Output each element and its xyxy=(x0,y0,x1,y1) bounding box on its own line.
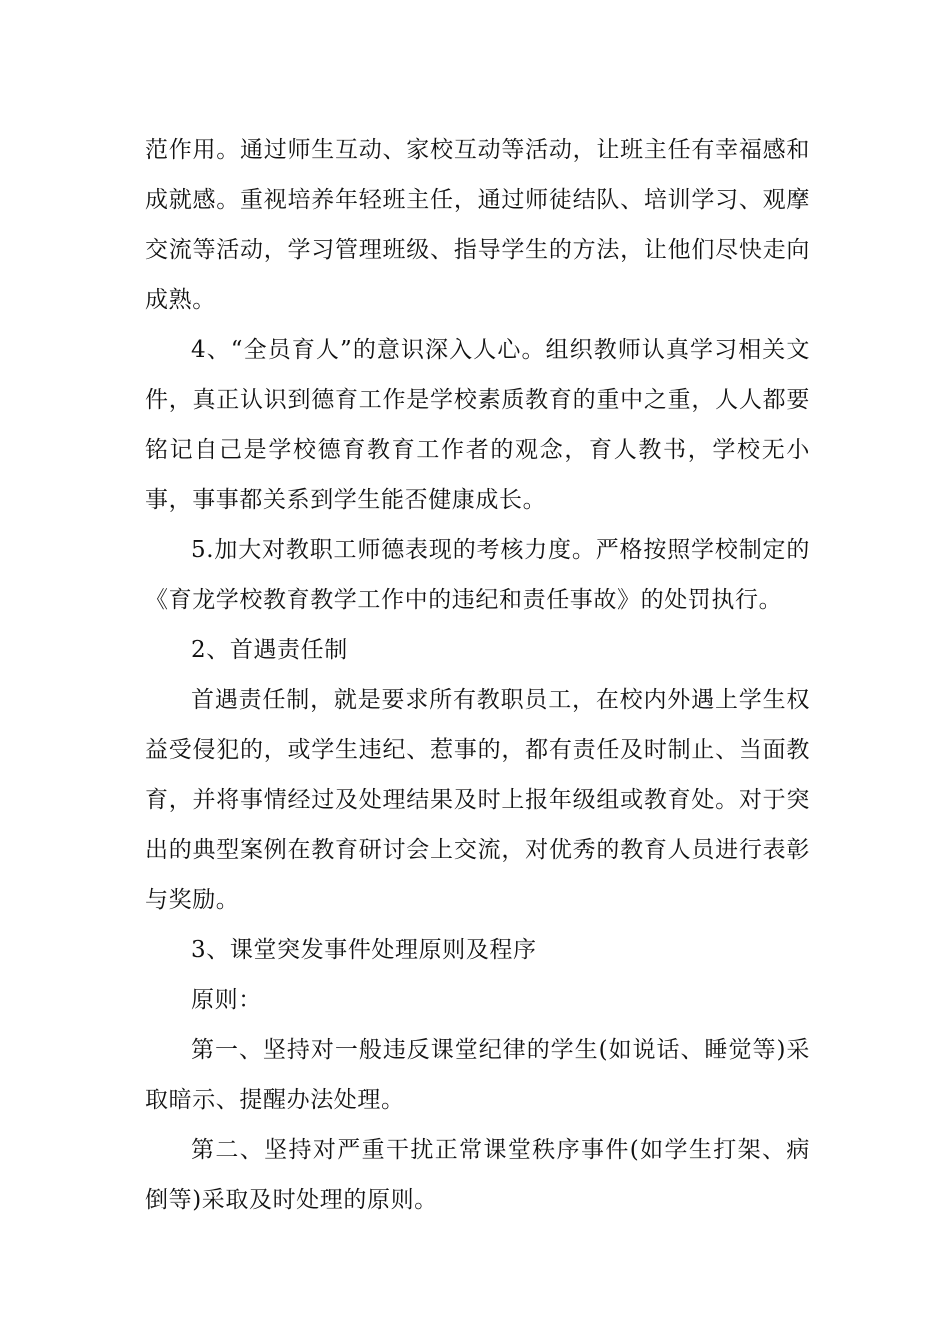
section-heading-classroom-emergency: 3、课堂突发事件处理原则及程序 xyxy=(191,937,537,963)
principle-second: 第二、坚持对严重干扰正常课堂秩序事件(如学生打架、病倒等)采取及时处理的原则。 xyxy=(145,1137,810,1213)
section-heading-first-encounter: 2、首遇责任制 xyxy=(191,637,348,663)
paragraph-continuation: 范作用。通过师生互动、家校互动等活动，让班主任有幸福感和成就感。重视培养年轻班主任，通过师徒结队、培训学习、观摩交流等活动，学习管理班级、指导学生的方法，让他们尽快走向成熟。 xyxy=(145,137,810,313)
paragraph-item-4: 4、“全员育人”的意识深入人心。组织教师认真学习相关文件，真正认识到德育工作是学校素质教育的重中之重，人人都要铭记自己是学校德育教育工作者的观念，育人教书，学校无小事，事事都关系到学生能否健康成长。 xyxy=(145,337,810,513)
paragraph-first-encounter: 首遇责任制，就是要求所有教职员工，在校内外遇上学生权益受侵犯的，或学生违纪、惹事的，都有责任及时制止、当面教育，并将事情经过及处理结果及时上报年级组或教育处。对于突出的典型案例在教育研讨会上交流，对优秀的教育人员进行表彰与奖励。 xyxy=(145,687,810,913)
document-body xyxy=(145,125,810,1225)
paragraph-item-5: 5.加大对教职工师德表现的考核力度。严格按照学校制定的《育龙学校教育教学工作中的违纪和责任事故》的处罚执行。 xyxy=(145,537,810,613)
subheading-principles: 原则： xyxy=(191,987,262,1013)
principle-first: 第一、坚持对一般违反课堂纪律的学生(如说话、睡觉等)采取暗示、提醒办法处理。 xyxy=(145,1037,810,1113)
